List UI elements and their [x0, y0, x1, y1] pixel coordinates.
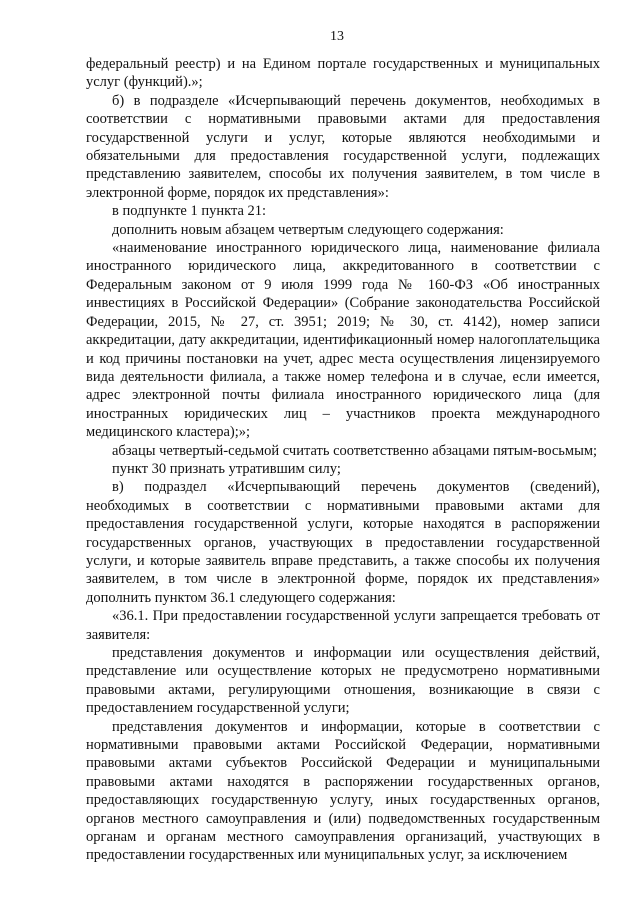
paragraph-8: в) подраздел «Исчерпывающий перечень документов (сведений), необходимых в соответствии с нормативными правовыми актами для предоставления государственной услуги, которые находятся в распоряжении государственных органов, участвующих в предоставлении государственной услуги, и которые заявитель вправе представить, а также способы их получения заявителем, в том числе в электронной форме, порядок их представления» дополнить пунктом 36.1 следующего содержания: — [86, 479, 600, 606]
paragraph-1: федеральный реестр) и на Едином портале государственных и муниципальных услуг (функций).»; — [86, 56, 600, 91]
document-body — [86, 55, 600, 865]
paragraph-4: дополнить новым абзацем четвертым следующего содержания: — [112, 221, 504, 238]
paragraph-3: в подпункте 1 пункта 21: — [112, 203, 267, 220]
paragraph-2: б) в подразделе «Исчерпывающий перечень документов, необходимых в соответствии с нормативными правовыми актами для предоставления государственной услуги и услуг, которые являются необходимыми и обязательными для предоставления государственной услуги, подлежащих представлению заявителем, способы их получения заявителем, в том числе в электронной форме, порядок их представления»: — [86, 92, 600, 201]
paragraph-5: «наименование иностранного юридического лица, наименование филиала иностранного юридического лица, аккредитованного в соответствии с Федеральным законом от 9 июля 1999 года № 160-ФЗ «Об иностранных инвестициях в Российской Федерации» (Собрание законодательства Российской Федерации, 2015, № 27, ст. 3951; 2019; № 30, ст. 4142), номер записи аккредитации, дату аккредитации, идентификационный номер налогоплательщика и код причины постановки на учет, адрес места осуществления лицензируемого вида деятельности филиала, а также номер телефона и в случае, если имеется, адрес электронной почты филиала иностранного юридического лица (для иностранных юридических лиц – участников проекта международного медицинского кластера);»; — [86, 240, 600, 441]
page-number: 13 — [330, 29, 344, 44]
paragraph-11: представления документов и информации, которые в соответствии с нормативными правовыми актами Российской Федерации, нормативными правовыми актами субъектов Российской Федерации и муниципальными правовыми актами находятся в распоряжении государственных органов, предоставляющих государственную услугу, иных государственных органов, органов местного самоуправления и (или) подведомственных государственным органам и органам местного самоуправления организаций, участвующих в предоставлении государственных или муниципальных услуг, за исключением — [86, 718, 600, 864]
paragraph-10: представления документов и информации или осуществления действий, представление или осуществление которых не предусмотрено нормативными правовыми актами, регулирующими отношения, возникающие в связи с предоставлением государственной услуги; — [86, 645, 600, 717]
paragraph-7: пункт 30 признать утратившим силу; — [112, 460, 341, 477]
paragraph-9: «36.1. При предоставлении государственной услуги запрещается требовать от заявителя: — [86, 608, 600, 643]
paragraph-6: абзацы четвертый-седьмой считать соответственно абзацами пятым-восьмым; — [112, 442, 598, 459]
